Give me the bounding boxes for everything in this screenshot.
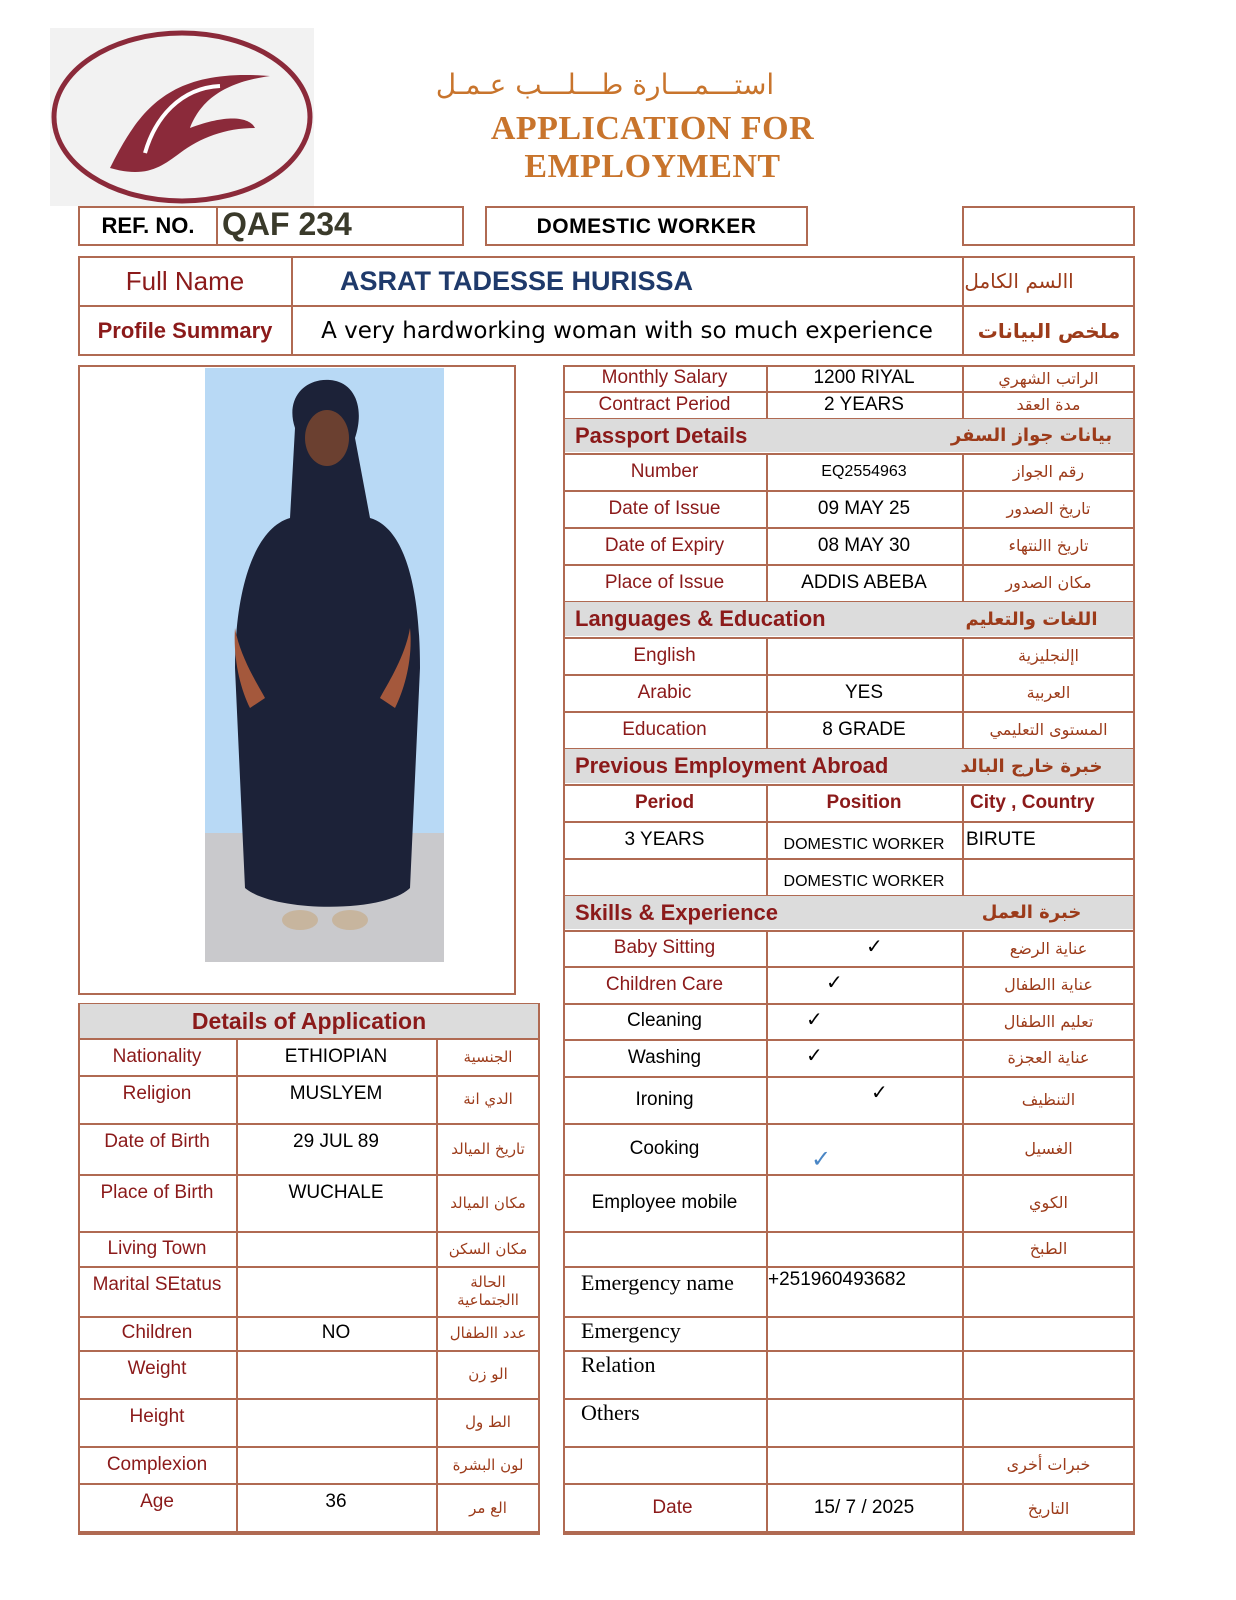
emergency-value: 15/ 7 / 2025	[813, 1497, 915, 1518]
detail-label: Religion	[122, 1083, 192, 1104]
passport-place-ar: مكان الصدور	[1005, 573, 1092, 592]
skill-check-icon: ✓	[826, 972, 843, 994]
previous-header-position: Position	[826, 791, 902, 813]
passport-place-label: Place of Issue	[604, 571, 725, 593]
detail-value: NO	[321, 1322, 351, 1343]
passport-section-title-ar: بيانات جواز السفر	[950, 425, 1113, 446]
contract-period-ar: مدة العقد	[1016, 395, 1081, 414]
skill-label	[565, 1231, 764, 1266]
detail-ar: الجنسية	[463, 1047, 513, 1066]
language-education-value: 8 GRADE	[822, 718, 906, 740]
skill-check-icon: ✓	[811, 1146, 832, 1173]
languages-section-title: Languages & Education	[575, 606, 826, 631]
language-english-label: English	[633, 644, 696, 666]
previous-period	[565, 858, 764, 895]
full-name-value: ASRAT TADESSE HURISSA	[340, 265, 694, 296]
monthly-salary-value: 1200 RIYAL	[813, 367, 915, 388]
detail-label: Marital SEtatus	[92, 1274, 222, 1295]
previous-section-title-ar: خبرة خارج البالد	[960, 755, 1103, 777]
previous-city: BIRUTE	[966, 828, 1036, 850]
passport-number-value: EQ2554963	[821, 462, 907, 480]
emergency-label	[581, 1446, 764, 1474]
monthly-salary-ar: الراتب الشهري	[998, 368, 1099, 388]
passport-expiry-date-label: Date of Expiry	[604, 534, 725, 556]
detail-value	[238, 1266, 434, 1304]
skill-ar: الكوي	[1029, 1193, 1068, 1212]
skills-section-title-ar: خبرة العمل	[981, 902, 1082, 923]
passport-number-ar: رقم الجواز	[1012, 462, 1085, 481]
skill-label: Cooking	[629, 1137, 700, 1159]
skill-ar: تعليم االطفال	[1003, 1011, 1094, 1031]
detail-value: ETHIOPIAN	[284, 1045, 388, 1067]
language-education-label: Education	[622, 718, 707, 740]
detail-label: Nationality	[112, 1045, 202, 1067]
detail-ar: الط ول	[465, 1413, 511, 1431]
emergency-value	[768, 1398, 960, 1426]
emergency-label: Emergency	[581, 1318, 681, 1343]
skill-check-icon: ✓	[866, 936, 883, 958]
detail-label: Date of Birth	[104, 1131, 210, 1152]
languages-section-title-ar: اللغات والتعليم	[965, 608, 1098, 630]
monthly-salary-label: Monthly Salary	[601, 367, 728, 388]
previous-position: DOMESTIC WORKER	[783, 835, 945, 853]
skill-label: Baby Sitting	[613, 937, 716, 958]
skill-label: Ironing	[635, 1088, 694, 1110]
applicant-photo	[205, 368, 444, 962]
emergency-label: Relation	[581, 1352, 656, 1377]
skill-check-icon: ✓	[871, 1082, 888, 1104]
previous-city	[966, 858, 1131, 895]
previous-period: 3 YEARS	[624, 828, 705, 850]
blank-box	[962, 206, 1135, 246]
detail-label: Children	[121, 1322, 193, 1343]
detail-ar: الع مر	[469, 1499, 507, 1517]
detail-value: MUSLYEM	[289, 1083, 383, 1104]
skill-check-icon: ✓	[806, 1045, 823, 1067]
detail-ar: مكان السكن	[448, 1239, 528, 1258]
emergency-ar: خبرات أخرى	[1006, 1455, 1091, 1474]
previous-section-title: Previous Employment Abroad	[575, 753, 889, 778]
profile-value: A very hardworking woman with so much experience	[321, 317, 933, 344]
language-english-ar: اإلنجليزية	[1018, 646, 1079, 665]
emergency-label: Others	[581, 1400, 640, 1425]
passport-issue-date-label: Date of Issue	[608, 497, 721, 519]
skill-ar: الطبخ	[1029, 1239, 1068, 1258]
contract-period-value: 2 YEARS	[824, 393, 904, 415]
detail-ar: لون البشرة	[452, 1455, 524, 1474]
detail-label: Weight	[127, 1358, 187, 1379]
skill-label: Washing	[627, 1046, 702, 1068]
page-title: APPLICATION FOR EMPLOYMENT	[490, 110, 815, 185]
detail-value: 36	[325, 1491, 347, 1512]
detail-value: WUCHALE	[288, 1182, 384, 1203]
skill-label: Employee mobile	[591, 1191, 738, 1213]
detail-value	[238, 1350, 434, 1388]
language-english-value	[768, 637, 960, 674]
emergency-ar	[964, 1350, 1133, 1398]
emergency-value	[768, 1350, 960, 1378]
emergency-value	[768, 1446, 960, 1474]
passport-number-label: Number	[630, 460, 699, 482]
language-arabic-ar: العربية	[1026, 683, 1071, 702]
full-name-ar: االسم الكامل	[964, 269, 1074, 293]
language-arabic-label: Arabic	[637, 681, 692, 703]
skill-ar: الغسيل	[1024, 1139, 1073, 1158]
profile-label: Profile Summary	[97, 317, 273, 343]
details-title: Details of Application	[80, 1004, 538, 1038]
passport-place-value: ADDIS ABEBA	[801, 571, 927, 593]
full-name-label: Full Name	[125, 265, 245, 296]
detail-label: Place of Birth	[100, 1182, 214, 1203]
position-value: DOMESTIC WORKER	[536, 215, 757, 238]
emergency-value	[768, 1316, 960, 1344]
emergency-ar: التاريخ	[1027, 1498, 1070, 1518]
emergency-ar	[964, 1266, 1133, 1316]
passport-section-title: Passport Details	[575, 422, 748, 448]
language-arabic-value: YES	[844, 681, 884, 703]
detail-value	[238, 1231, 434, 1266]
language-education-ar: المستوى التعليمي	[989, 720, 1108, 739]
profile-ar: ملخص البيانات	[977, 318, 1121, 343]
detail-label: Age	[140, 1491, 174, 1512]
detail-value: 29 JUL 89	[293, 1131, 379, 1152]
arabic-title: استـــمـــارة طـــلـــب عـمـل	[435, 68, 775, 101]
previous-header-period: Period	[634, 791, 695, 813]
detail-label: Complexion	[106, 1453, 208, 1475]
emergency-value: +251960493682	[768, 1269, 906, 1290]
skill-ar: عناية االطفال	[1004, 975, 1093, 994]
skill-ar: التنظيف	[1021, 1090, 1076, 1109]
emergency-ar	[964, 1316, 1133, 1350]
skill-ar: عناية الرضع	[1009, 938, 1088, 958]
passport-expiry-date-value: 08 MAY 30	[817, 534, 911, 556]
skill-label: Cleaning	[627, 1010, 702, 1031]
skill-label: Children Care	[605, 973, 724, 995]
detail-label: Living Town	[107, 1237, 207, 1259]
company-logo	[50, 28, 314, 206]
ref-value: QAF 234	[222, 205, 352, 242]
emergency-label: Date	[652, 1497, 693, 1518]
ref-label: REF. NO.	[101, 213, 195, 238]
detail-value	[238, 1446, 434, 1483]
passport-issue-date-value: 09 MAY 25	[817, 497, 911, 519]
detail-ar: تاريخ الميالد	[451, 1139, 525, 1158]
skill-ar: عناية العجزة	[1007, 1048, 1090, 1067]
emergency-ar	[964, 1398, 1133, 1446]
detail-ar: مكان الميالد	[450, 1193, 526, 1212]
skill-check-icon: ✓	[806, 1009, 823, 1031]
detail-ar: الحالة االجتماعية	[457, 1273, 519, 1309]
previous-position: DOMESTIC WORKER	[783, 872, 945, 890]
detail-ar: الو زن	[468, 1365, 508, 1383]
passport-issue-date-ar: تاريخ الصدور	[1006, 499, 1091, 518]
previous-header-city: City , Country	[970, 791, 1095, 813]
detail-ar: عدد االطفال	[449, 1324, 527, 1342]
emergency-label: Emergency name	[581, 1270, 734, 1295]
skills-section-title: Skills & Experience	[575, 899, 778, 925]
contract-period-label: Contract Period	[598, 393, 731, 415]
passport-expiry-date-ar: تاريخ االنتهاء	[1008, 536, 1089, 555]
detail-value	[238, 1398, 434, 1436]
detail-label: Height	[129, 1406, 185, 1427]
detail-ar: الدي انة	[463, 1090, 513, 1108]
